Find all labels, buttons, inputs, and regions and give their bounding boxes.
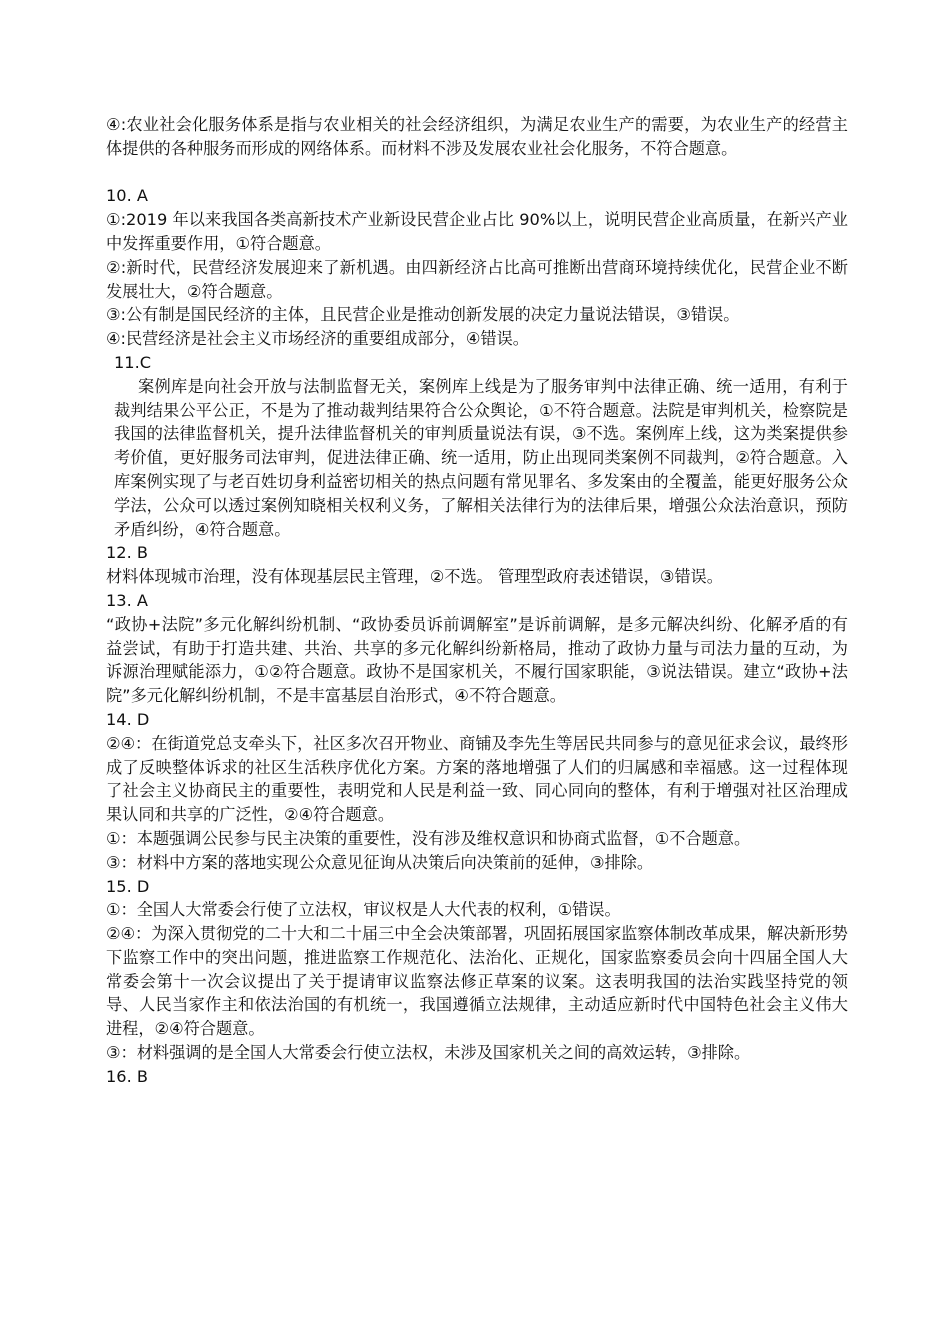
q10-option-2-explanation: ②:新时代，民营经济发展迎来了新机遇。由四新经济占比高可推断出营商环境持续优化，民营企业不断发展壮大，②符合题意。: [106, 257, 848, 301]
q14-option-1-explanation: ①：本题强调公民参与民主决策的重要性，没有涉及维权意识和协商式监督，①不合题意。: [106, 828, 751, 848]
q10-heading: 10. A: [106, 186, 148, 206]
q11-explanation: 案例库是向社会开放与法制监督无关，案例库上线是为了服务审判中法律正确、统一适用，有利于裁判结果公平公正，不是为了推动裁判结果符合公众舆论，①不符合题意。法院是审判机关，检察院是我国的法律监督机关，提升法律监督机关的审判质量说法有误，③不选。案例库上线，这为类案提供参考价值，更好服务司法审判，促进法律正确、统一适用，防止出现同类案例不同裁判，②符合题意。入库案例实现了与老百姓切身利益密切相关的热点问题有常见罪名、多发案由的全覆盖，能更好服务公众学法，公众可以透过案例知晓相关权利义务，了解相关法律行为的法律后果，增强公众法治意识，预防矛盾纠纷，④符合题意。: [114, 376, 848, 539]
q15-option-1-explanation: ①：全国人大常委会行使了立法权，审议权是人大代表的权利，①错误。: [106, 900, 621, 920]
q10-option-4-explanation: ④:民营经济是社会主义市场经济的重要组成部分，④错误。: [106, 329, 529, 349]
q11-heading: 11.C: [114, 352, 152, 372]
q12-heading: 12. B: [106, 543, 148, 563]
q10-option-3-explanation: ③:公有制是国民经济的主体，且民营企业是推动创新发展的决定力量说法错误，③错误。: [106, 305, 740, 325]
q14-option-3-explanation: ③：材料中方案的落地实现公众意见征询从决策后向决策前的延伸，③排除。: [106, 852, 654, 872]
q9-option-4-explanation: ④:农业社会化服务体系是指与农业相关的社会经济组织，为满足农业生产的需要，为农业生产的经营主体提供的各种服务而形成的网络体系。而材料不涉及发展农业社会化服务，不符合题意。: [106, 115, 848, 158]
document-page: [106, 113, 848, 1089]
q10-option-1-explanation: ①:2019 年以来我国各类高新技术产业新设民营企业占比 90%以上，说明民营企业高质量，在新兴产业中发挥重要作用，①符合题意。: [106, 210, 848, 253]
q15-options-2-4-explanation: ②④：为深入贯彻党的二十大和二十届三中全会决策部署，巩固拓展国家监察体制改革成果，解决新形势下监察工作中的突出问题，推进监察工作规范化、法治化、正规化，国家监察委员会向十四届全国人大常委会第十一次会议提出了关于提请审议监察法修正草案的议案。这表明我国的法治实践坚持党的领导、人民当家作主和依法治国的有机统一，我国遵循立法规律，主动适应新时代中国特色社会主义伟大进程，②④符合题意。: [106, 924, 848, 1039]
q13-heading: 13. A: [106, 590, 148, 610]
q15-option-3-explanation: ③：材料强调的是全国人大常委会行使立法权，未涉及国家机关之间的高效运转，③排除。: [106, 1043, 751, 1063]
q14-options-2-4-explanation: ②④：在街道党总支牵头下，社区多次召开物业、商铺及李先生等居民共同参与的意见征求会议，最终形成了反映整体诉求的社区生活秩序优化方案。方案的落地增强了人们的归属感和幸福感。这一过程体现了社会主义协商民主的重要性，表明党和人民是利益一致、同心同向的整体，有利于增强对社区治理成果认同和共享的广泛性，②④符合题意。: [106, 733, 848, 825]
q13-explanation: “政协+法院”多元化解纠纷机制、“政协委员诉前调解室”是诉前调解，是多元解决纠纷、化解矛盾的有益尝试，有助于打造共建、共治、共享的多元化解纠纷新格局，推动了政协力量与司法力量的互动，为诉源治理赋能添力，①②符合题意。政协不是国家机关，不履行国家职能，③说法错误。建立“政协+法院”多元化解纠纷机制，不是丰富基层自治形式，④不符合题意。: [106, 614, 848, 706]
q16-heading: 16. B: [106, 1066, 148, 1086]
q12-explanation: 材料体现城市治理，没有体现基层民主管理，②不选。 管理型政府表述错误，③错误。: [106, 567, 723, 587]
q15-heading: 15. D: [106, 876, 150, 896]
q14-heading: 14. D: [106, 709, 150, 729]
blank-line: [106, 161, 848, 185]
